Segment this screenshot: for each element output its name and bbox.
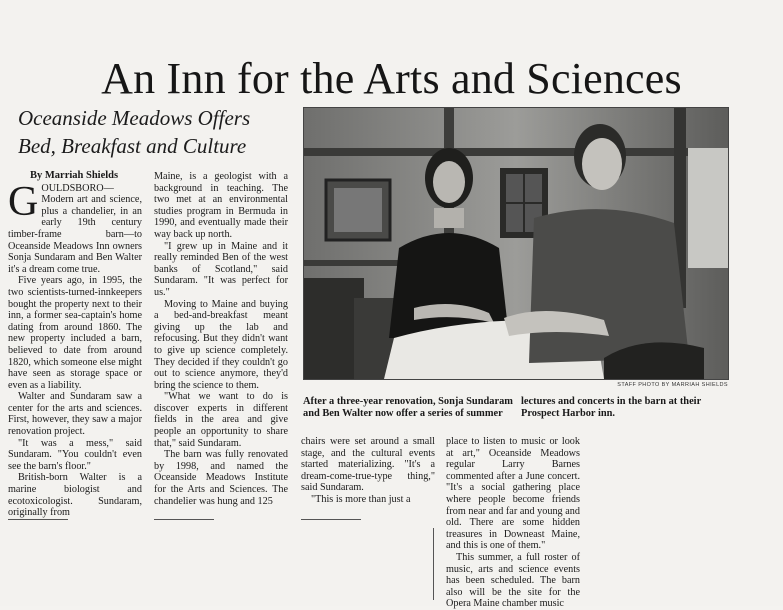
article-paragraph: "It was a mess," said Sundaram. "You couldn't even see the barn's floor." [8, 437, 142, 472]
subheadline-line-1: Oceanside Meadows Offers [18, 106, 251, 130]
article-paragraph: GOULDSBORO—Modern art and science, plus a chandelier, in an early 19th century timber-frame barn—to Oceanside Meadows Inn owners Sonja Sundaram and Ben Walter it's a dream come true. [8, 178, 142, 275]
article-column-1 [8, 170, 142, 519]
column-end-rule [301, 519, 361, 520]
article-paragraph: Moving to Maine and buying a bed-and-breakfast meant giving up the lab and refocusing. But they didn't want to give up science completely. They decided if they couldn't go out to science anymore, they'd bring the science to them. [154, 298, 288, 391]
article-column-2 [154, 171, 288, 507]
column-divider [433, 528, 434, 600]
article-paragraph: "This is more than just a [311, 493, 411, 505]
column-end-rule [154, 519, 214, 520]
subheadline-line-2: Bed, Breakfast and Culture [18, 134, 247, 158]
article-paragraph: British-born Walter is a marine biologist and ecotoxicologist. Sundaram, originally from [8, 472, 142, 519]
headline: An Inn for the Arts and Sciences [101, 54, 682, 103]
article-paragraph: chairs were set around a small stage, and the cultural events started materializing. "It's a dream-come-true-type thing," said Sundaram. [301, 436, 435, 494]
drop-cap: G [8, 178, 39, 225]
byline: By Marriah Shields [30, 170, 119, 181]
article-column-3 [301, 436, 435, 506]
article-paragraph: place to listen to music or look at art," Oceanside Meadows regular Larry Barnes commented after a June concert. "It's a social gathering place where people become friends from near and far and young and old. There are some hidden treasures in Downeast Maine, and this is one of them." [446, 436, 580, 552]
article-paragraph: Walter and Sundaram saw a center for the arts and sciences. First, however, they saw a major renovation project. [8, 391, 142, 438]
article-paragraph: This summer, a full roster of music, arts and science events has been scheduled. The barn also will be the site for the Opera Maine chamber music [446, 551, 580, 610]
article-paragraph: The barn was fully renovated by 1998, and named the Oceanside Meadows Institute for the Arts and Sciences. The chandelier was hung and 125 [154, 449, 288, 507]
column-end-rule [8, 519, 68, 520]
article-column-4 [446, 436, 580, 610]
article-paragraph: "What we want to do is discover experts in different fields in the area and give people an opportunity to share that," said Sundaram. [154, 391, 288, 449]
photo-caption-right: lectures and concerts in the barn at their Prospect Harbor inn. [521, 396, 701, 419]
photo-credit: STAFF PHOTO BY MARRIAH SHIELDS [617, 382, 728, 388]
article-paragraph: Five years ago, in 1995, the two scientists-turned-innkeepers bought the property next to their inn, a former sea-captain's home dating from around 1860. The new property included a barn, believed to date from around 1820, which someone else might have seen as storage space or even as a liability. [8, 275, 142, 391]
subheadline [18, 104, 288, 160]
article-paragraph: Maine, is a geologist with a background in teaching. The two met at an environmental studies program in Bermuda in 1990, and eventually made their way back up north. [154, 171, 288, 240]
photo-caption-left: After a three-year renovation, Sonja Sundaram and Ben Walter now offer a series of summer [303, 396, 513, 419]
article-paragraph: "I grew up in Maine and it really reminded Ben of the west banks of Scotland," said Sundaram. "It was perfect for us." [154, 240, 288, 298]
photo-illustration [304, 108, 728, 379]
photo-innkeepers [303, 107, 729, 380]
